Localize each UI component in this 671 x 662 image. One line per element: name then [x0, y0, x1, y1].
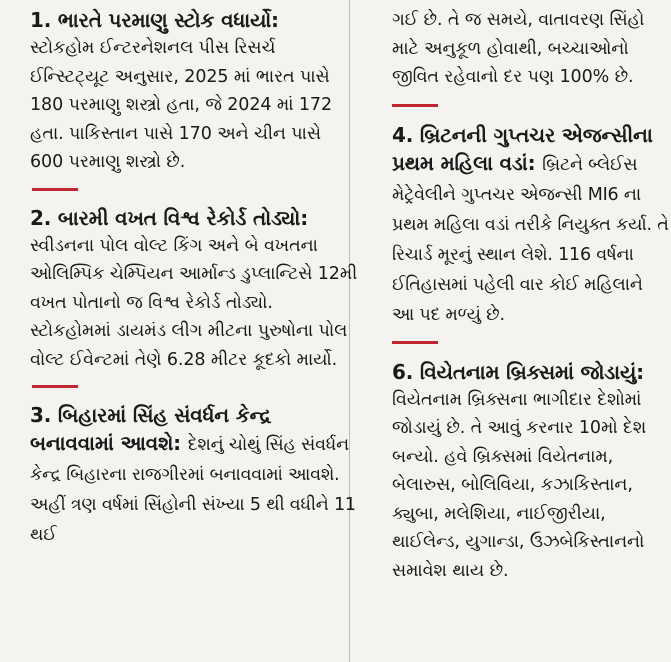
news-item-1-text: સ્ટોકહોમ ઈન્ટરનેશનલ પીસ રિસર્ચ ઈન્સ્ટિટ્યૂટ અનુસાર, 2025 માં ભારત પાસે 180 પરમાણુ શસ્ત્રો હતા, જે 2024 માં 172 હતા. પાકિસ્તાન પાસે 170 અને ચીન પાસે 600 પરમાણુ શસ્ત્રો છે. [30, 38, 332, 172]
news-item-4 [370, 121, 670, 329]
red-rule [392, 104, 438, 107]
news-item-6-text: વિયેતનામ બ્રિક્સના ભાગીદાર દેશોમાં જોડાયું છે. તે આવું કરનાર 10મો દેશ બન્યો. હવે બ્રિક્સમાં વિયેતનામ, બેલારુસ, બોલિવિયા, કઝાકિસ્તાન, ક્યુબા, મલેશિયા, નાઈજીરીયા, થાઈલેન્ડ, યુગાન્ડા, ઉઝબેકિસ્તાનનો સમાવેશ થાય છે. [392, 389, 647, 581]
red-rule [32, 188, 78, 191]
news-item-3 [30, 401, 358, 549]
news-item-3-text: દેશનું ચોથું સિંહ સંવર્ધન કેન્દ્ર બિહારના રાજગીરમાં બનાવવામાં આવશે. અહીં ત્રણ વર્ષમાં સિંહોની સંખ્યા 5 થી વધીને 11 થઈ [30, 435, 356, 545]
news-item-6-title: 6. વિયેતનામ બ્રિક્સમાં જોડાયું: [392, 359, 644, 384]
news-item-3-continued: ગઈ છે. તે જ સમયે, વાતાવરણ સિંહો માટે અનુકૂળ હોવાથી, બચ્ચાઓનો જીવિત રહેવાનો દર પણ 100% છે. [392, 10, 645, 87]
news-item-2-title: 2. બારમી વખત વિશ્વ રેકોર્ડ તોડ્યો: [30, 205, 308, 230]
red-rule [32, 385, 78, 388]
news-item-1-title: 1. ભારતે પરમાણુ સ્ટોક વધાર્યો: [30, 8, 279, 32]
news-item-4-title-text: 4. બ્રિટનની ગુપ્તચર એજન્સીના પ્રથમ મહિલા વડાં: [392, 122, 653, 175]
red-rule [392, 341, 438, 344]
news-item-4-text: બ્રિટને બ્લેઈસ મેટ્રેવેલીને ગુપ્તચર એજન્સી MI6 ના પ્રથમ મહિલા વડાં તરીકે નિયુક્ત કર્યા. તે રિચાર્ડ મૂરનું સ્થાન લેશે. 116 વર્ષના ઈતિહાસમાં પહેલી વાર કોઈ મહિલાને આ પદ મળ્યું છે. [392, 154, 669, 325]
right-column [364, 0, 670, 662]
news-item-6 [370, 358, 670, 586]
news-item-3-title [30, 401, 358, 549]
news-item-3-title-text: 3. બિહારમાં સિંહ સંવર્ધન કેન્દ્ર બનાવવામાં આવશે: [30, 403, 272, 455]
news-item-4-title [370, 121, 670, 329]
news-item-2 [30, 204, 358, 375]
news-item-1 [30, 6, 358, 177]
news-item-2-text: સ્વીડનના પોલ વોલ્ટ કિંગ અને બે વખતના ઓલિમ્પિક ચેમ્પિયન આર્માન્ડ ડુપ્લાન્ટિસે 12મી વખત પોતાનો જ વિશ્વ રેકોર્ડ તોડ્યો. સ્ટોકહોમમાં ડાયમંડ લીગ મીટના પુરુષોના પોલ વોલ્ટ ઈવેન્ટમાં તેણે 6.28 મીટર કૂદકો માર્યો. [30, 235, 358, 370]
